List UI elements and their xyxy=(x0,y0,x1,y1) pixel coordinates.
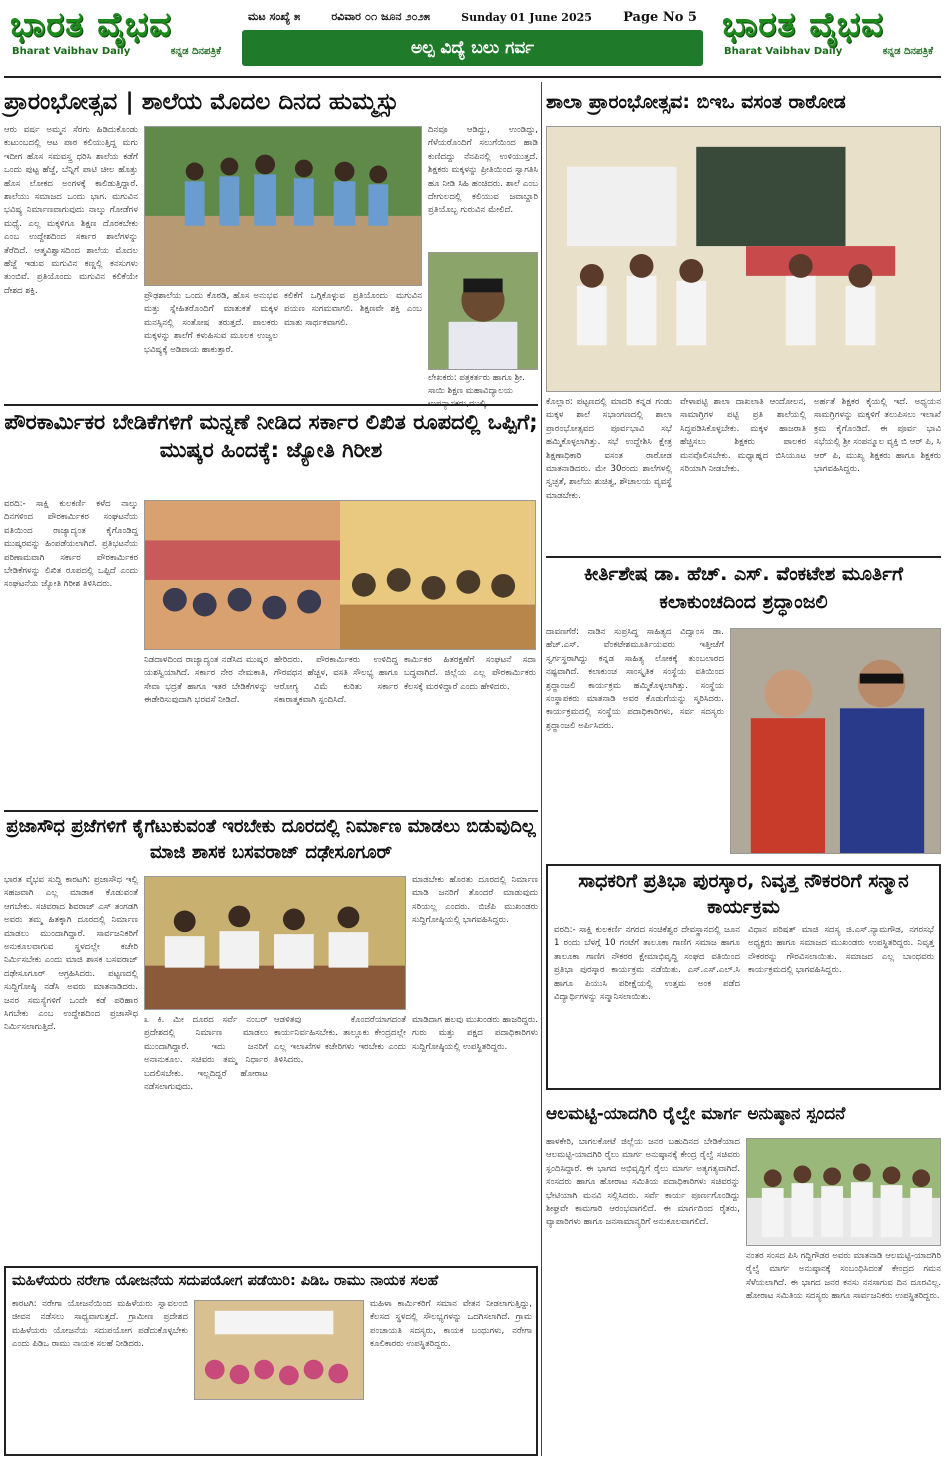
article-body: ಆರು ವರ್ಷ ಅಮ್ಮನ ಸೆರಗು ಹಿಡಿದುಕೊಂಡು ಕುಟುಂಬದಲ್ಲಿ ಆಟ ಪಾಠ ಕಲಿಯುತ್ತಿದ್ದ ಮಗು ಇದೀಗ ಹೊಸ ಸಮವಸ್ತ್ರ ಧರಿಸಿ ಶಾಲೆಯ ಕಡೆಗೆ ಒಂದು ಪುಟ್ಟ ಹೆಜ್ಜೆ, ಬೆನ್ನಿಗೆ ಪಾಟಿ ಚೀಲ ಹೊತ್ತು ಹೊಸ ಲೋಕದ ಅಂಗಳಕ್ಕೆ ಕಾಲಿಡುತ್ತಿದ್ದಾರೆ. ಶಾಲೆಯು ಸಮಾಜದ ಒಂದು ಭಾಗ. ಮಗುವಿನ ಭವಿಷ್ಯ ನಿರ್ಮಾಣವಾಗುವುದು ನಾಲ್ಕು ಗೋಡೆಗಳ ಮಧ್ಯೆ. ಎಲ್ಲ ಮಕ್ಕಳಿಗೂ ಶಿಕ್ಷಣ ದೊರಕಬೇಕು ಎಂಬ ಉದ್ದೇಶದಿಂದ ಸರ್ಕಾರ ಶಾಲೆಗಳನ್ನು ತೆರೆದಿದೆ. ಆತ್ಮವಿಶ್ವಾಸದಿಂದ ಶಾಲೆಯ ಮೊದಲ ಹೆಜ್ಜೆ ಇಡುವ ಮಗುವಿನ ಕಣ್ಣಲ್ಲಿ ಕನಸುಗಳು ತುಂಬಿವೆ. ಪ್ರತಿಯೊಂದು ಮಗುವಿನ ಕಲಿಕೆಯೇ ದೇಶದ ಶಕ್ತಿ. xyxy=(4,125,138,296)
column-divider xyxy=(541,82,542,1456)
headline: ಆಲಮಟ್ಟಿ-ಯಾದಗಿರಿ ರೈಲ್ವೇ ಮಾರ್ಗ ಅನುಷ್ಠಾನ ಸ್ಪಂದನೆ xyxy=(546,1104,846,1124)
masthead-center xyxy=(242,4,703,70)
headline: ಶಾಲಾ ಪ್ರಾರಂಭೋತ್ಸವ: ಬಿಇಒ ವಸಂತ ರಾಠೋಡ xyxy=(546,91,846,113)
press-meet-photo xyxy=(144,876,406,1010)
headline: ಮಹಿಳೆಯರು ನರೇಗಾ ಯೋಜನೆಯ ಸದುಪಯೋಗ ಪಡೆಯಿರಿ: ಪಿಡಿಒ ರಾಮು ನಾಯಕ ಸಲಹೆ xyxy=(12,1273,439,1289)
masthead-logo-right xyxy=(716,4,941,70)
author-photo xyxy=(428,252,538,370)
article-body: ಅರ್ಹತೆ ಶಿಕ್ಷಕರ ಕೈಯಲ್ಲಿ ಇದೆ. ಅಧ್ಯಯನ ಸಾಮಗ್ರಿಗಳನ್ನು ಮಕ್ಕಳಿಗೆ ತಲುಪಿಸಲು ಇಲಾಖೆ ಕ್ರಮ ಕೈಗೊಂಡಿದೆ. ಈ ಪೂರ್ವ ಭಾವಿ ಸಭೆಯಲ್ಲಿ ಶ್ರೀ ಸಂಪನ್ಮೂಲ ವ್ಯಕ್ತಿ ಬಿ ಆರ್ ಪಿ, ಸಿ ಆರ್ ಪಿ, ಮುಖ್ಯ ಶಿಕ್ಷಕರು ಹಾಗೂ ಶಿಕ್ಷಕರು ಭಾಗವಹಿಸಿದ್ದರು. xyxy=(814,397,941,475)
page-number: Page No 5 xyxy=(623,9,697,25)
article-body: ಕಾರ್ಮಿಕರ ಹಿತರಕ್ಷಣೆಗೆ ಸಂಘಟನೆ ಸದಾ ಬದ್ಧವಾಗಿದೆ. ಜಿಲ್ಲೆಯ ಎಲ್ಲ ಪೌರಕಾರ್ಮಿಕರು ಕೆಲಸಕ್ಕೆ ಮರಳಿದ್ದಾರೆ ಎಂದು ಹೇಳಿದರು. xyxy=(404,655,536,692)
article-body: ಮಹಿಳಾ ಕಾರ್ಮಿಕರಿಗೆ ಸಮಾನ ವೇತನ ನೀಡಲಾಗುತ್ತಿದ್ದು, ಕೆಲಸದ ಸ್ಥಳದಲ್ಲಿ ಸೌಲಭ್ಯಗಳನ್ನು ಒದಗಿಸಲಾಗಿದೆ. ಗ್ರಾಮ ಪಂಚಾಯತಿ ಸದಸ್ಯರು, ಕಾಯಕ ಬಂಧುಗಳು, ನರೇಗಾ ಕೂಲಿಕಾರರು ಉಪಸ್ಥಿತರಿದ್ದರು. xyxy=(370,1299,532,1350)
article-body: ಹಾಳಕೇರಿ, ಬಾಗಲಕೋಟೆ ಜಿಲ್ಲೆಯ ಜನರ ಬಹುದಿನದ ಬೇಡಿಕೆಯಾದ ಆಲಮಟ್ಟಿ-ಯಾದಗಿರಿ ರೈಲು ಮಾರ್ಗ ಅನುಷ್ಠಾನಕ್ಕೆ ಕೇಂದ್ರ ರೈಲ್ವೆ ಸಚಿವರು ಸ್ಪಂದಿಸಿದ್ದಾರೆ. ಈ ಭಾಗದ ಅಭಿವೃದ್ಧಿಗೆ ರೈಲು ಮಾರ್ಗ ಅತ್ಯಗತ್ಯವಾಗಿದೆ. ಸಂಸದರು ಹಾಗೂ ಹೋರಾಟ ಸಮಿತಿಯ ಪದಾಧಿಕಾರಿಗಳು ಸಚಿವರನ್ನು ಭೇಟಿಯಾಗಿ ಮನವಿ ಸಲ್ಲಿಸಿದರು. ಸರ್ವೆ ಕಾರ್ಯ ಪೂರ್ಣಗೊಂಡಿದ್ದು ಶೀಘ್ರವೇ ಕಾಮಗಾರಿ ಆರಂಭವಾಗಲಿದೆ. ಈ ಮಾರ್ಗದಿಂದ ರೈತರು, ವ್ಯಾಪಾರಿಗಳು ಹಾಗೂ ಜನಸಾಮಾನ್ಯರಿಗೆ ಅನುಕೂಲವಾಗಲಿದೆ. xyxy=(546,1137,740,1228)
article-school-inauguration xyxy=(546,82,941,552)
article-awards xyxy=(546,864,941,1090)
logo-title: ಭಾರತ ವೈಭವ xyxy=(722,5,884,45)
masthead-logo-left xyxy=(4,4,229,70)
date-english: Sunday 01 June 2025 xyxy=(461,10,592,24)
nrega-meeting-photo xyxy=(194,1300,364,1400)
article-body: ನಂತರ ಸಂಸದ ಪಿಸಿ ಗದ್ದಿಗೌಡರ ಅವರು ಮಾತನಾಡಿ ಆಲಮಟ್ಟಿ-ಯಾದಗಿರಿ ರೈಲ್ವೆ ಮಾರ್ಗ ಅನುಷ್ಠಾನಕ್ಕೆ ಸಂಬಂಧಿಸಿದಂತೆ ಕೇಂದ್ರದ ಗಮನ ಸೆಳೆಯಲಾಗಿದೆ. ಈ ಭಾಗದ ಜನರ ಕನಸು ನನಸಾಗುವ ದಿನ ದೂರವಿಲ್ಲ. ಹೋರಾಟ ಸಮಿತಿಯ ಸದಸ್ಯರು ಹಾಗೂ ಸಾರ್ವಜನಿಕರು ಉಪಸ್ಥಿತರಿದ್ದರು. xyxy=(746,1251,941,1302)
logo-title: ಭಾರತ ವೈಭವ xyxy=(10,5,172,45)
article-prajasoudha xyxy=(4,814,538,1264)
article-body: ದಾವಣಗೆರೆ: ನಾಡಿನ ಸುಪ್ರಸಿದ್ಧ ಸಾಹಿತ್ಯದ ವಿದ್ವಾಂಸ ಡಾ. ಹೆಚ್.ಎಸ್. ವೆಂಕಟೇಶಮೂರ್ತಿಯವರು ಇತ್ತೀಚೆಗೆ ಸ್ವರ್ಗಸ್ಥರಾಗಿದ್ದು ಕನ್ನಡ ಸಾಹಿತ್ಯ ಲೋಕಕ್ಕೆ ತುಂಬಲಾರದ ನಷ್ಟವಾಗಿದೆ. ಕಲಾಕುಂಚ ಸಾಂಸ್ಕೃತಿಕ ಸಂಸ್ಥೆಯ ವತಿಯಿಂದ ಶ್ರದ್ಧಾಂಜಲಿ ಕಾರ್ಯಕ್ರಮ ಹಮ್ಮಿಕೊಳ್ಳಲಾಗಿತ್ತು. ಸಂಸ್ಥೆಯ ಸಂಸ್ಥಾಪಕರು ಮಾತನಾಡಿ ಅವರ ಕೊಡುಗೆಯನ್ನು ಸ್ಮರಿಸಿದರು. ಕಾರ್ಯಕ್ರಮದಲ್ಲಿ ಸಂಸ್ಥೆಯ ಪದಾಧಿಕಾರಿಗಳು, ಸರ್ವ ಸದಸ್ಯರು ಶ್ರದ್ಧಾಂಜಲಿ ಅರ್ಪಿಸಿದರು. xyxy=(546,627,724,731)
article-civic-workers xyxy=(4,408,538,804)
headline: ಪ್ರಾರಂಭೋತ್ಸವ | ಶಾಲೆಯ ಮೊದಲ ದಿನದ ಹುಮ್ಮಸ್ಸು xyxy=(4,89,399,115)
headline: ಪೌರಕಾರ್ಮಿಕರ ಬೇಡಿಕೆಗಳಿಗೆ ಮನ್ನಣೆ ನೀಡಿದ ಸರ್ಕಾರ ಲಿಖಿತ ರೂಪದಲ್ಲಿ ಒಪ್ಪಿಗೆ; ಮುಷ್ಕರ ಹಿಂದಕ್ಕೆ: ಜ್ಯೋತಿ ಗಿರೀಶ xyxy=(4,410,538,462)
protest-photo xyxy=(144,500,536,650)
article-body: ಕಾರಟಗಿ: ನರೇಗಾ ಯೋಜನೆಯಿಂದ ಮಹಿಳೆಯರು ಸ್ವಾವಲಂಬಿ ಜೀವನ ನಡೆಸಲು ಸಾಧ್ಯವಾಗುತ್ತದೆ. ಗ್ರಾಮೀಣ ಪ್ರದೇಶದ ಮಹಿಳೆಯರು ಯೋಜನೆಯ ಸದುಪಯೋಗ ಪಡೆದುಕೊಳ್ಳಬೇಕು ಎಂದು ಪಿಡಿಒ ರಾಮು ನಾಯಕ ಸಲಹೆ ನೀಡಿದರು. xyxy=(12,1299,188,1350)
article-body: ಮಾಡಿದಾಗ ಹಲವು ಮುಖಂಡರು ಹಾಜರಿದ್ದರು. ಗುರು ಮತ್ತು ಪಕ್ಷದ ಪದಾಧಿಕಾರಿಗಳು ಸುದ್ದಿಗೋಷ್ಠಿಯಲ್ಲಿ ಉಪಸ್ಥಿತರಿದ್ದರು. xyxy=(412,1015,538,1052)
section-rule xyxy=(546,556,941,558)
logo-sub-en: Bharat Vaibhav Daily xyxy=(12,46,131,57)
railway-meeting-photo xyxy=(746,1138,941,1246)
author-caption: ಲೇಖಕರು: ಪತ್ರಕರ್ತರು ಹಾಗೂ ಶ್ರೀ. ಸಾಯಿ ಶಿಕ್ಷಣ ಮಹಾವಿದ್ಯಾಲಯ xyxy=(428,373,525,396)
slogan-banner: ಅಲ್ಪ ವಿದ್ಯೆ ಬಲು ಗರ್ವ xyxy=(242,30,703,66)
article-body: ಹೇರಿದರು. ಪೌರಕಾರ್ಮಿಕರು ಉಳಿದಿದ್ದ ಗೌರವಧನ ಹೆಚ್ಚಳ, ವಸತಿ ಸೌಲಭ್ಯ ಹಾಗೂ ಆರೋಗ್ಯ ವಿಮೆ ಕುರಿತು ಸರ್ಕಾರ ಸಕಾರಾತ್ಮಕವಾಗಿ ಸ್ಪಂದಿಸಿದೆ. xyxy=(274,655,398,706)
children-photo xyxy=(144,126,422,286)
masthead xyxy=(4,4,941,74)
section-rule xyxy=(4,810,538,812)
article-body: ಮಾಡಬೇಕು ಹೊರತು ದೂರದಲ್ಲಿ ನಿರ್ಮಾಣ ಮಾಡಿ ಜನರಿಗೆ ತೊಂದರೆ ಮಾಡುವುದು ಸರಿಯಲ್ಲ ಎಂದರು. ಬಿಜೆಪಿ ಮುಖಂಡರು ಸುದ್ದಿಗೋಷ್ಠಿಯಲ್ಲಿ ಭಾಗವಹಿಸಿದ್ದರು. xyxy=(412,875,538,926)
article-railway xyxy=(546,1096,941,1456)
logo-sub-kn: ಕನ್ನಡ ದಿನಪತ್ರಿಕೆ xyxy=(882,46,933,57)
article-body: ಆಡಳಿತವು ಕೊಂದರೆಯಾಗದಂತೆ ಕಾರ್ಯನಿರ್ವಹಿಸಬೇಕು. ತಾಲ್ಲೂಕು ಕೇಂದ್ರದಲ್ಲೇ ಎಲ್ಲ ಇಲಾಖೆಗಳ ಕಚೇರಿಗಳು ಇರಬೇಕು ಎಂದು ತಿಳಿಸಿದರು. xyxy=(274,1015,406,1066)
article-body: ಕಲಿಕೆಗೆ ಒಗ್ಗಿಕೊಳ್ಳುವ ಪ್ರತಿಯೊಂದು ಮಗುವಿನ ಪಯಣ ಸುಗಮವಾಗಲಿ. ಶಿಕ್ಷಣವೇ ಶಕ್ತಿ ಎಂಬ ಮಾತು ಸಾರ್ಥಕವಾಗಲಿ. xyxy=(284,291,422,328)
article-body: ನಿಡದಾಳದಿಂದ ರಾಜ್ಯಾದ್ಯಂತ ನಡೆಸಿದ ಮುಷ್ಕರ ಯಶಸ್ವಿಯಾಗಿದೆ. ಸರ್ಕಾರ ನೇರ ನೇಮಕಾತಿ, ಸೇವಾ ಭದ್ರತೆ ಹಾಗೂ ಇತರ ಬೇಡಿಕೆಗಳನ್ನು ಈಡೇರಿಸುವುದಾಗಿ ಭರವಸೆ ನೀಡಿದೆ. xyxy=(144,655,268,706)
article-tribute xyxy=(546,560,941,860)
headline: ಸಾಧಕರಿಗೆ ಪ್ರತಿಭಾ ಪುರಸ್ಕಾರ, ನಿವೃತ್ತ ನೌಕರರಿಗೆ ಸನ್ಮಾನ ಕಾರ್ಯಕ್ರಮ xyxy=(578,870,909,918)
logo-sub-en: Bharat Vaibhav Daily xyxy=(724,46,843,57)
masthead-rule xyxy=(4,76,941,78)
article-body: ಕೊಲ್ಲಾರ: ಪಟ್ಟಣದಲ್ಲಿ ಮಾದರಿ ಕನ್ನಡ ಗಂಡು ಮಕ್ಕಳ ಶಾಲೆ ಸಭಾಂಗಣದಲ್ಲಿ ಶಾಲಾ ಪ್ರಾರಂಭೋತ್ಸವದ ಪೂರ್ವಭಾವಿ ಸಭೆ ಹಮ್ಮಿಕೊಳ್ಳಲಾಗಿತ್ತು. ಸಭೆ ಉದ್ದೇಶಿಸಿ ಕ್ಷೇತ್ರ ಶಿಕ್ಷಣಾಧಿಕಾರಿ ವಸಂತ ರಾಠೋಡ ಮಾತನಾಡಿದರು. ಮೇ 30ರಂದು ಶಾಲೆಗಳಲ್ಲಿ ಸ್ವಚ್ಛತೆ, ಶಾಲೆಯ ಶುಚಿತ್ವ, ಶೌಚಾಲಯ ವ್ಯವಸ್ಥೆ ಮಾಡಬೇಕು. xyxy=(546,397,672,501)
article-body: ವಿಧಾನ ಪರಿಷತ್ ಮಾಜಿ ಸದಸ್ಯ ಜಿ.ಎಸ್.ನ್ಯಾಮಗೌಡ, ನಗರಸಭೆ ಅಧ್ಯಕ್ಷರು ಹಾಗೂ ಸಮಾಜದ ಮುಖಂಡರು ಉಪಸ್ಥಿತರಿದ್ದರು. ನಿವೃತ್ತ ನೌಕರರನ್ನು ಗೌರವಿಸಲಾಯಿತು. ಸಮಾಜದ ಎಲ್ಲ ಬಾಂಧವರು ಕಾರ್ಯಕ್ರಮದಲ್ಲಿ ಭಾಗವಹಿಸಿದ್ದರು. xyxy=(748,925,934,976)
article-nrega-women xyxy=(4,1266,538,1456)
tribute-photo xyxy=(730,628,941,854)
article-body: ದಿನವೂ ಆಡಿದ್ದು, ಉಂಡಿದ್ದು, ಗೆಳೆಯರೊಂದಿಗೆ ಸಲುಗೆಯಿಂದ ಹಾಡಿ ಕುಣಿದದ್ದು ನೆನಪಿನಲ್ಲಿ ಉಳಿಯುತ್ತದೆ. ಶಿಕ್ಷಕರು ಮಕ್ಕಳನ್ನು ಪ್ರೀತಿಯಿಂದ ಸ್ವಾಗತಿಸಿ ಹೂ ನೀಡಿ ಸಿಹಿ ಹಂಚಿದರು. ಶಾಲೆ ಎಂಬ ದೇಗುಲದಲ್ಲಿ ಕಲಿಯುವ ಜವಾಬ್ದಾರಿ ಪ್ರತಿಯೊಬ್ಬ ಗುರುವಿನ ಮೇಲಿದೆ. xyxy=(428,125,538,216)
headline: ಪ್ರಜಾಸೌಧ ಪ್ರಜೆಗಳಿಗೆ ಕೈಗೆಟುಕುವಂತೆ ಇರಬೇಕು ದೂರದಲ್ಲಿ ನಿರ್ಮಾಣ ಮಾಡಲು ಬಿಡುವುದಿಲ್ಲ ಮಾಜಿ ಶಾಸಕ ಬಸವರಾಜ್ ದಢೇಸೂಗೂರ್ xyxy=(6,816,536,863)
article-body: ವೇಳಾಪಟ್ಟಿ ಶಾಲಾ ದಾಖಲಾತಿ ಆಂದೋಲನ, ಸಾಮಾಗ್ರಿಗಳ ಪಟ್ಟಿ ಪ್ರತಿ ಶಾಲೆಯಲ್ಲಿ ಸಿದ್ಧಪಡಿಸಿಕೊಳ್ಳಬೇಕು. ಮಕ್ಕಳ ಹಾಜರಾತಿ ಹೆಚ್ಚಿಸಲು ಶಿಕ್ಷಕರು ಪಾಲಕರ ಮನವೊಲಿಸಬೇಕು. ಮಧ್ಯಾಹ್ನದ ಬಿಸಿಯೂಟ ಸರಿಯಾಗಿ ನೀಡಬೇಕು. xyxy=(680,397,806,475)
section-rule xyxy=(4,404,538,406)
article-body: ಭಾರತ ವೈಭವ ಸುದ್ದಿ ಕಾರಟಗಿ: ಪ್ರಜಾಸೌಧ ಇಲ್ಲಿ ಸಹಜವಾಗಿ ಎಲ್ಲ ಮಾಡಾಕ ಕೊಡುವಂತೆ ಆಗಬೇಕು. ಸಚಿವರಾದ ಶಿವರಾಜ್ ಎಸ್ ತಂಗಡಗಿ ಅವರು ತಮ್ಮ ಹಿತಕ್ಕಾಗಿ ದೂರದಲ್ಲಿ ನಿರ್ಮಾಣ ಮಾಡಲು ಮುಂದಾಗಿದ್ದಾರೆ. ಸಾರ್ವಜನಿಕರಿಗೆ ಅನುಕೂಲವಾಗುವ ಸ್ಥಳದಲ್ಲೇ ಕಚೇರಿ ನಿರ್ಮಿಸಬೇಕು ಎಂದು ಮಾಜಿ ಶಾಸಕ ಬಸವರಾಜ್ ದಢೇಸೂಗೂರ್ ಆಗ್ರಹಿಸಿದರು. ಪಟ್ಟಣದಲ್ಲಿ ಸುದ್ದಿಗೋಷ್ಠಿ ನಡೆಸಿ ಅವರು ಮಾತನಾಡಿದರು. ಜನರ ಸಮಸ್ಯೆಗಳಿಗೆ ಒಂದೇ ಕಡೆ ಪರಿಹಾರ ಸಿಗಬೇಕು ಎಂಬ ಉದ್ದೇಶದಿಂದ ಪ್ರಜಾಸೌಧ ನಿರ್ಮಿಸಲಾಗುತ್ತಿದೆ. xyxy=(4,875,138,1033)
article-body: ವರದಿ:- ಸಾಕ್ಷಿ ಕುಲಕರ್ಣಿ ನಗರದ ಸಂಚಿಕೆಶ್ವರ ದೇವಸ್ಥಾನದಲ್ಲಿ ಜೂನ 1 ರಂದು ಬೆಳಗ್ಗೆ 10 ಗಂಟೆಗೆ ತಾಲೂಕಾ ಗಾಣಿಗ ಸಮಾಜ ಹಾಗೂ ತಾಲೂಕಾ ಗಾಣಿಗ ನೌಕರರ ಕ್ಷೇಮಾಭಿವೃದ್ಧಿ ಸಂಘದ ವತಿಯಿಂದ ಪ್ರತಿಭಾ ಪುರಸ್ಕಾರ ಕಾರ್ಯಕ್ರಮ ನಡೆಯಿತು. ಎಸ್.ಎಸ್.ಎಲ್.ಸಿ ಹಾಗೂ ಪಿಯುಸಿ ಪರೀಕ್ಷೆಯಲ್ಲಿ ಉತ್ತಮ ಅಂಕ ಪಡೆದ ವಿದ್ಯಾರ್ಥಿಗಳನ್ನು ಸನ್ಮಾನಿಸಲಾಯಿತು. xyxy=(554,925,740,1003)
article-body: ವರದಿ:- ಸಾಕ್ಷಿ ಕುಲಕರ್ಣಿ ಕಳೆದ ನಾಲ್ಕು ದಿನಗಳಿಂದ ಪೌರಕಾರ್ಮಿಕರ ಸಂಘಟನೆಯ ವತಿಯಿಂದ ರಾಜ್ಯಾದ್ಯಂತ ಕೈಗೊಂಡಿದ್ದ ಮುಷ್ಕರವನ್ನು ಹಿಂಪಡೆಯಲಾಗಿದೆ. ಪ್ರತಿಭಟನೆಯ ಪರಿಣಾಮವಾಗಿ ಸರ್ಕಾರ ಪೌರಕಾರ್ಮಿಕರ ಬೇಡಿಕೆಗಳನ್ನು ಲಿಖಿತ ರೂಪದಲ್ಲಿ ಒಪ್ಪಿದೆ ಎಂದು ಸಂಘಟನೆಯ ಜ್ಯೋತಿ ಗಿರೀಶ ತಿಳಿಸಿದರು. xyxy=(4,499,138,590)
article-body: ಪ್ರೌಢಶಾಲೆಯ ಒಂದು ಕೊಠಡಿ, ಹೊಸ ಅನುಭವ ಮತ್ತು ಸ್ನೇಹಿತರೊಂದಿಗೆ ಮಾತುಕತೆ ಮಕ್ಕಳ ಮನಸ್ಸಿನಲ್ಲಿ ಸಂತೋಷ ತರುತ್ತದೆ. ಪಾಲಕರು ಮಕ್ಕಳನ್ನು ಶಾಲೆಗೆ ಕಳುಹಿಸುವ ಮೂಲಕ ಉಜ್ವಲ ಭವಿಷ್ಯಕ್ಕೆ ಅಡಿಪಾಯ ಹಾಕುತ್ತಾರೆ. xyxy=(144,291,278,355)
issue-number: ಮಟ ಸಂಖ್ಯೆ ೫ xyxy=(248,10,301,23)
article-body: ೩ ಕಿ. ಮೀ ದೂರದ ಸರ್ವೆ ನಂಬರ್ ಪ್ರದೇಶದಲ್ಲಿ ನಿರ್ಮಾಣ ಮಾಡಲು ಮುಂದಾಗಿದ್ದಾರೆ. ಇದು ಜನರಿಗೆ ಅನಾನುಕೂಲ. ಸಚಿವರು ತಮ್ಮ ನಿರ್ಧಾರ ಬದಲಿಸಬೇಕು. ಇಲ್ಲದಿದ್ದರೆ ಹೋರಾಟ ನಡೆಸಲಾಗುವುದು. xyxy=(144,1015,268,1093)
headline: ಕೀರ್ತಿಶೇಷ ಡಾ. ಹೆಚ್. ಎಸ್. ವೆಂಕಟೇಶ ಮೂರ್ತಿಗೆ ಕಲಾಕುಂಚದಿಂದ ಶ್ರದ್ಧಾಂಜಲಿ xyxy=(583,563,904,613)
meeting-photo xyxy=(546,126,941,392)
logo-sub-kn: ಕನ್ನಡ ದಿನಪತ್ರಿಕೆ xyxy=(170,46,221,57)
date-kannada: ರವಿವಾರ ೦೧ ಜೂನ ೨೦೨೫ xyxy=(331,10,430,23)
article-school-first-day xyxy=(4,82,538,402)
